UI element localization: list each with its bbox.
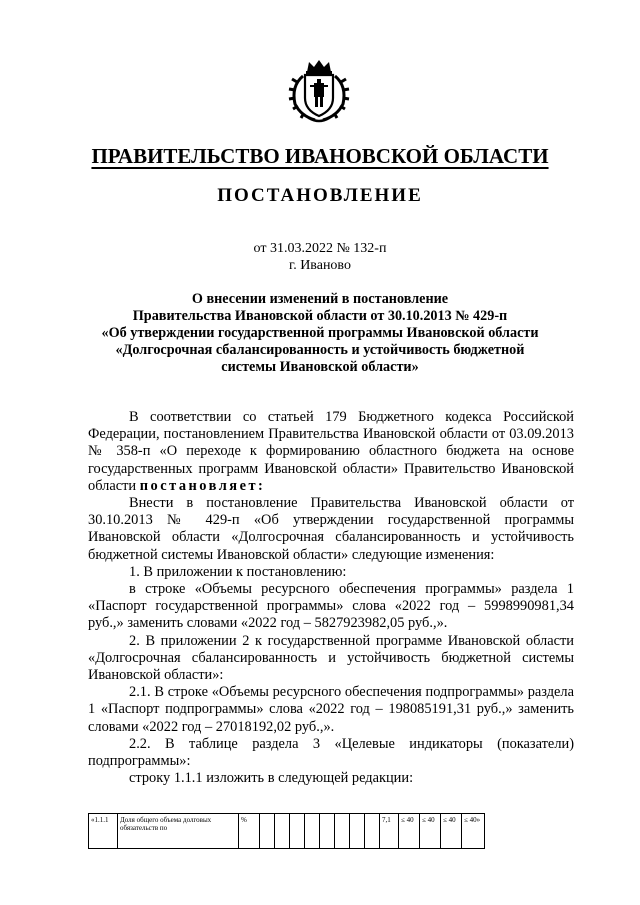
coat-of-arms-icon <box>287 58 351 124</box>
body-paragraph: строку 1.1.1 изложить в следующей редакции: <box>129 770 414 787</box>
table-cell: «1.1.1 <box>89 814 118 849</box>
table-row <box>89 814 485 849</box>
table-cell <box>365 814 380 849</box>
decree-word: постановляет: <box>139 477 266 494</box>
document-number-block <box>0 240 640 274</box>
table-cell <box>290 814 305 849</box>
table-cell <box>350 814 365 849</box>
organization-title: ПРАВИТЕЛЬСТВО ИВАНОВСКОЙ ОБЛАСТИ <box>91 144 549 168</box>
table-cell <box>260 814 275 849</box>
document-date-number: от 31.03.2022 № 132-п <box>253 241 387 256</box>
document-type: ПОСТАНОВЛЕНИЕ <box>217 185 423 206</box>
table-cell: Доля общего объема долговых обязательств по <box>118 814 239 849</box>
body-paragraph: 2.1. В строке «Объемы ресурсного обеспечения подпрограммы» раздела 1 «Паспорт подпрограммы» слова «2022 год – 198085191,31 руб.,» заменить словами «2022 год – 27018192,02 руб.,». <box>88 684 574 735</box>
subject-line: «Об утверждении государственной программы Ивановской области <box>101 325 539 341</box>
subject-line: О внесении изменений в постановление <box>191 291 449 307</box>
indicator-table <box>88 813 485 849</box>
table-cell <box>305 814 320 849</box>
table-cell: ≤ 40 <box>420 814 441 849</box>
table-cell: ≤ 40 <box>441 814 462 849</box>
table-cell: 7,1 <box>380 814 399 849</box>
table-cell <box>320 814 335 849</box>
preamble-paragraph: В соответствии со статьей 179 Бюджетного кодекса Российской Федерации, постановлением Правительства Ивановской области от 03.09.2013 № 358-п «О переходе к формированию областного бюджета на основе государственных программ Ивановской области» Правительство Ивановской области постановляет: <box>88 409 574 494</box>
table-cell: ≤ 40 <box>399 814 420 849</box>
document-subject <box>80 291 560 376</box>
subject-line: системы Ивановской области» <box>221 359 419 375</box>
body-paragraph: 2.2. В таблице раздела 3 «Целевые индикаторы (показатели) подпрограммы»: <box>88 735 574 770</box>
subject-line: Правительства Ивановской области от 30.10.2013 № 429-п <box>132 308 508 324</box>
table-cell: % <box>239 814 260 849</box>
table-cell: ≤ 40» <box>462 814 485 849</box>
body-paragraph: 1. В приложении к постановлению: <box>129 563 347 580</box>
body-paragraph: 2. В приложении 2 к государственной программе Ивановской области «Долгосрочная сбалансированность и устойчивость бюджетной системы Ивановской области»: <box>88 632 574 684</box>
table-cell <box>335 814 350 849</box>
document-body <box>88 409 574 787</box>
table-cell <box>275 814 290 849</box>
body-paragraph: в строке «Объемы ресурсного обеспечения программы» раздела 1 «Паспорт государственной программы» слова «2022 год – 5998990981,34 руб.,» заменить словами «2022 год – 5827923982,05 руб.,». <box>88 581 574 632</box>
document-city: г. Иваново <box>289 258 351 273</box>
body-paragraph: Внести в постановление Правительства Ивановской области от 30.10.2013 № 429-п «Об утверждении государственной программы Ивановской области «Долгосрочная сбалансированность и устойчивость бюджетной системы Ивановской области» следующие изменения: <box>88 495 574 563</box>
subject-line: «Долгосрочная сбалансированность и устойчивость бюджетной <box>115 342 525 358</box>
